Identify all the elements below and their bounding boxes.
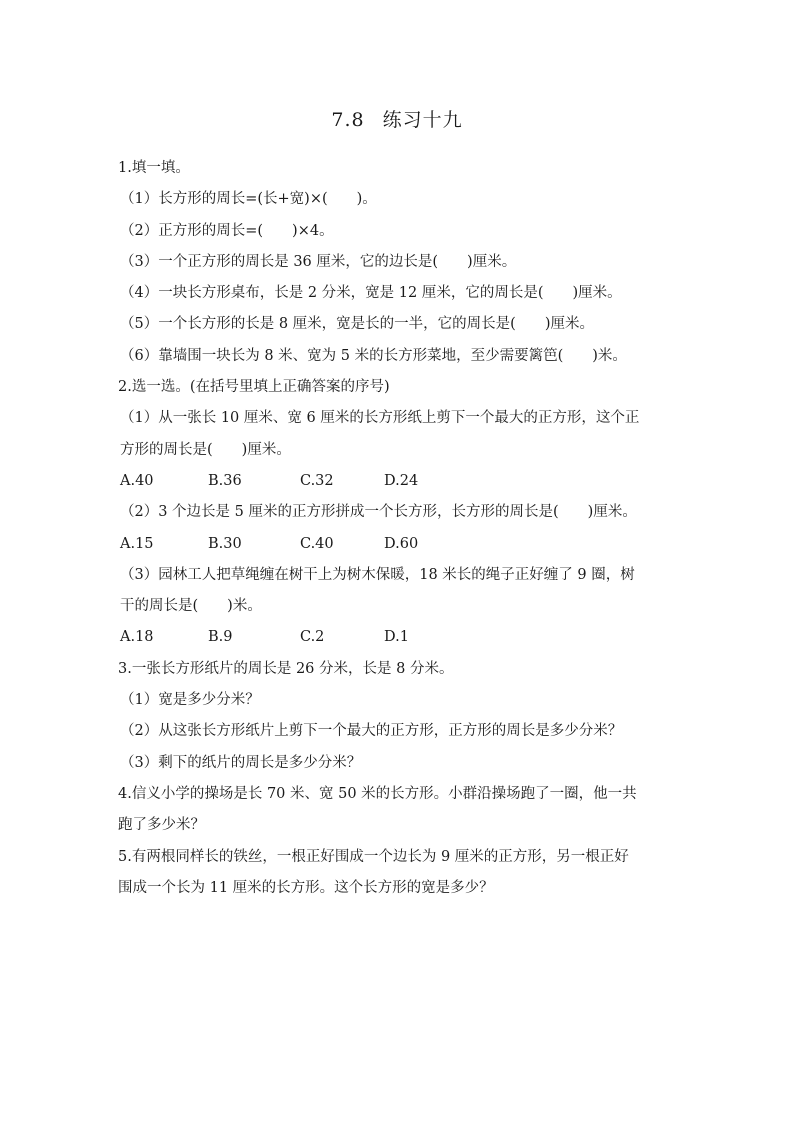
question-line: 3.一张长方形纸片的周长是 26 分米，长是 8 分米。 [118,660,454,677]
question-continuation-line: 干的周长是( )米。 [120,598,262,615]
sub-question-line: （2）3 个边长是 5 厘米的正方形拼成一个长方形，长方形的周长是( )厘米。 [120,504,637,521]
sub-question-line: （2）从这张长方形纸片上剪下一个最大的正方形，正方形的周长是多少分米？ [120,723,623,740]
answer-options [118,529,688,560]
sub-question-line: （3）剩下的纸片的周长是多少分米？ [120,754,362,771]
page-title [0,105,794,132]
sub-question-line: （6）靠墙围一块长为 8 米、宽为 5 米的长方形菜地，至少需要篱笆( )米。 [120,347,627,364]
answer-options [118,622,688,653]
sub-question-line: （1）宽是多少分米？ [120,692,260,709]
answer-option: C.40 [300,535,334,552]
title-number: 7.8 [331,109,365,131]
question-line: 1.填一填。 [118,160,190,176]
sub-question-line: （5）一个长方形的长是 8 厘米，宽是长的一半，它的周长是( )厘米。 [120,316,594,333]
answer-option: B.36 [208,472,242,489]
answer-option: D.1 [384,629,409,646]
exercise-content [118,153,688,904]
answer-option: B.30 [208,535,242,552]
answer-option: B.9 [208,629,233,646]
sub-question-line: （2）正方形的周长=( )×4。 [120,222,334,239]
title-text: 练习十九 [382,109,463,131]
question-line: 跑了多少米？ [118,817,205,834]
question-line: 围成一个长为 11 厘米的长方形。这个长方形的宽是多少？ [118,879,494,896]
answer-option: A.18 [120,629,154,646]
question-line: 5.有两根同样长的铁丝，一根正好围成一个边长为 9 厘米的正方形，另一根正好 [118,848,629,865]
sub-question-line: （3）一个正方形的周长是 36 厘米，它的边长是( )厘米。 [120,253,517,270]
sub-question-line: （1）长方形的周长=(长+宽)×( )。 [120,191,377,208]
question-line: 4.信义小学的操场是长 70 米、宽 50 米的长方形。小群沿操场跑了一圈，他一共 [118,785,637,802]
answer-options [118,466,688,497]
answer-option: C.32 [300,472,334,489]
question-continuation-line: 方形的周长是( )厘米。 [120,441,291,458]
sub-question-line: （4）一块长方形桌布，长是 2 分米，宽是 12 厘米，它的周长是( )厘米。 [120,285,622,302]
sub-question-line: （3）园林工人把草绳缠在树干上为树木保暖，18 米长的绳子正好缠了 9 圈，树 [120,566,635,583]
answer-option: A.40 [120,472,154,489]
question-line: 2.选一选。(在括号里填上正确答案的序号) [118,379,390,396]
answer-option: A.15 [120,535,154,552]
answer-option: D.60 [384,535,419,552]
answer-option: D.24 [384,472,419,489]
sub-question-line: （1）从一张长 10 厘米、宽 6 厘米的长方形纸上剪下一个最大的正方形，这个正 [120,410,640,427]
answer-option: C.2 [300,629,325,646]
